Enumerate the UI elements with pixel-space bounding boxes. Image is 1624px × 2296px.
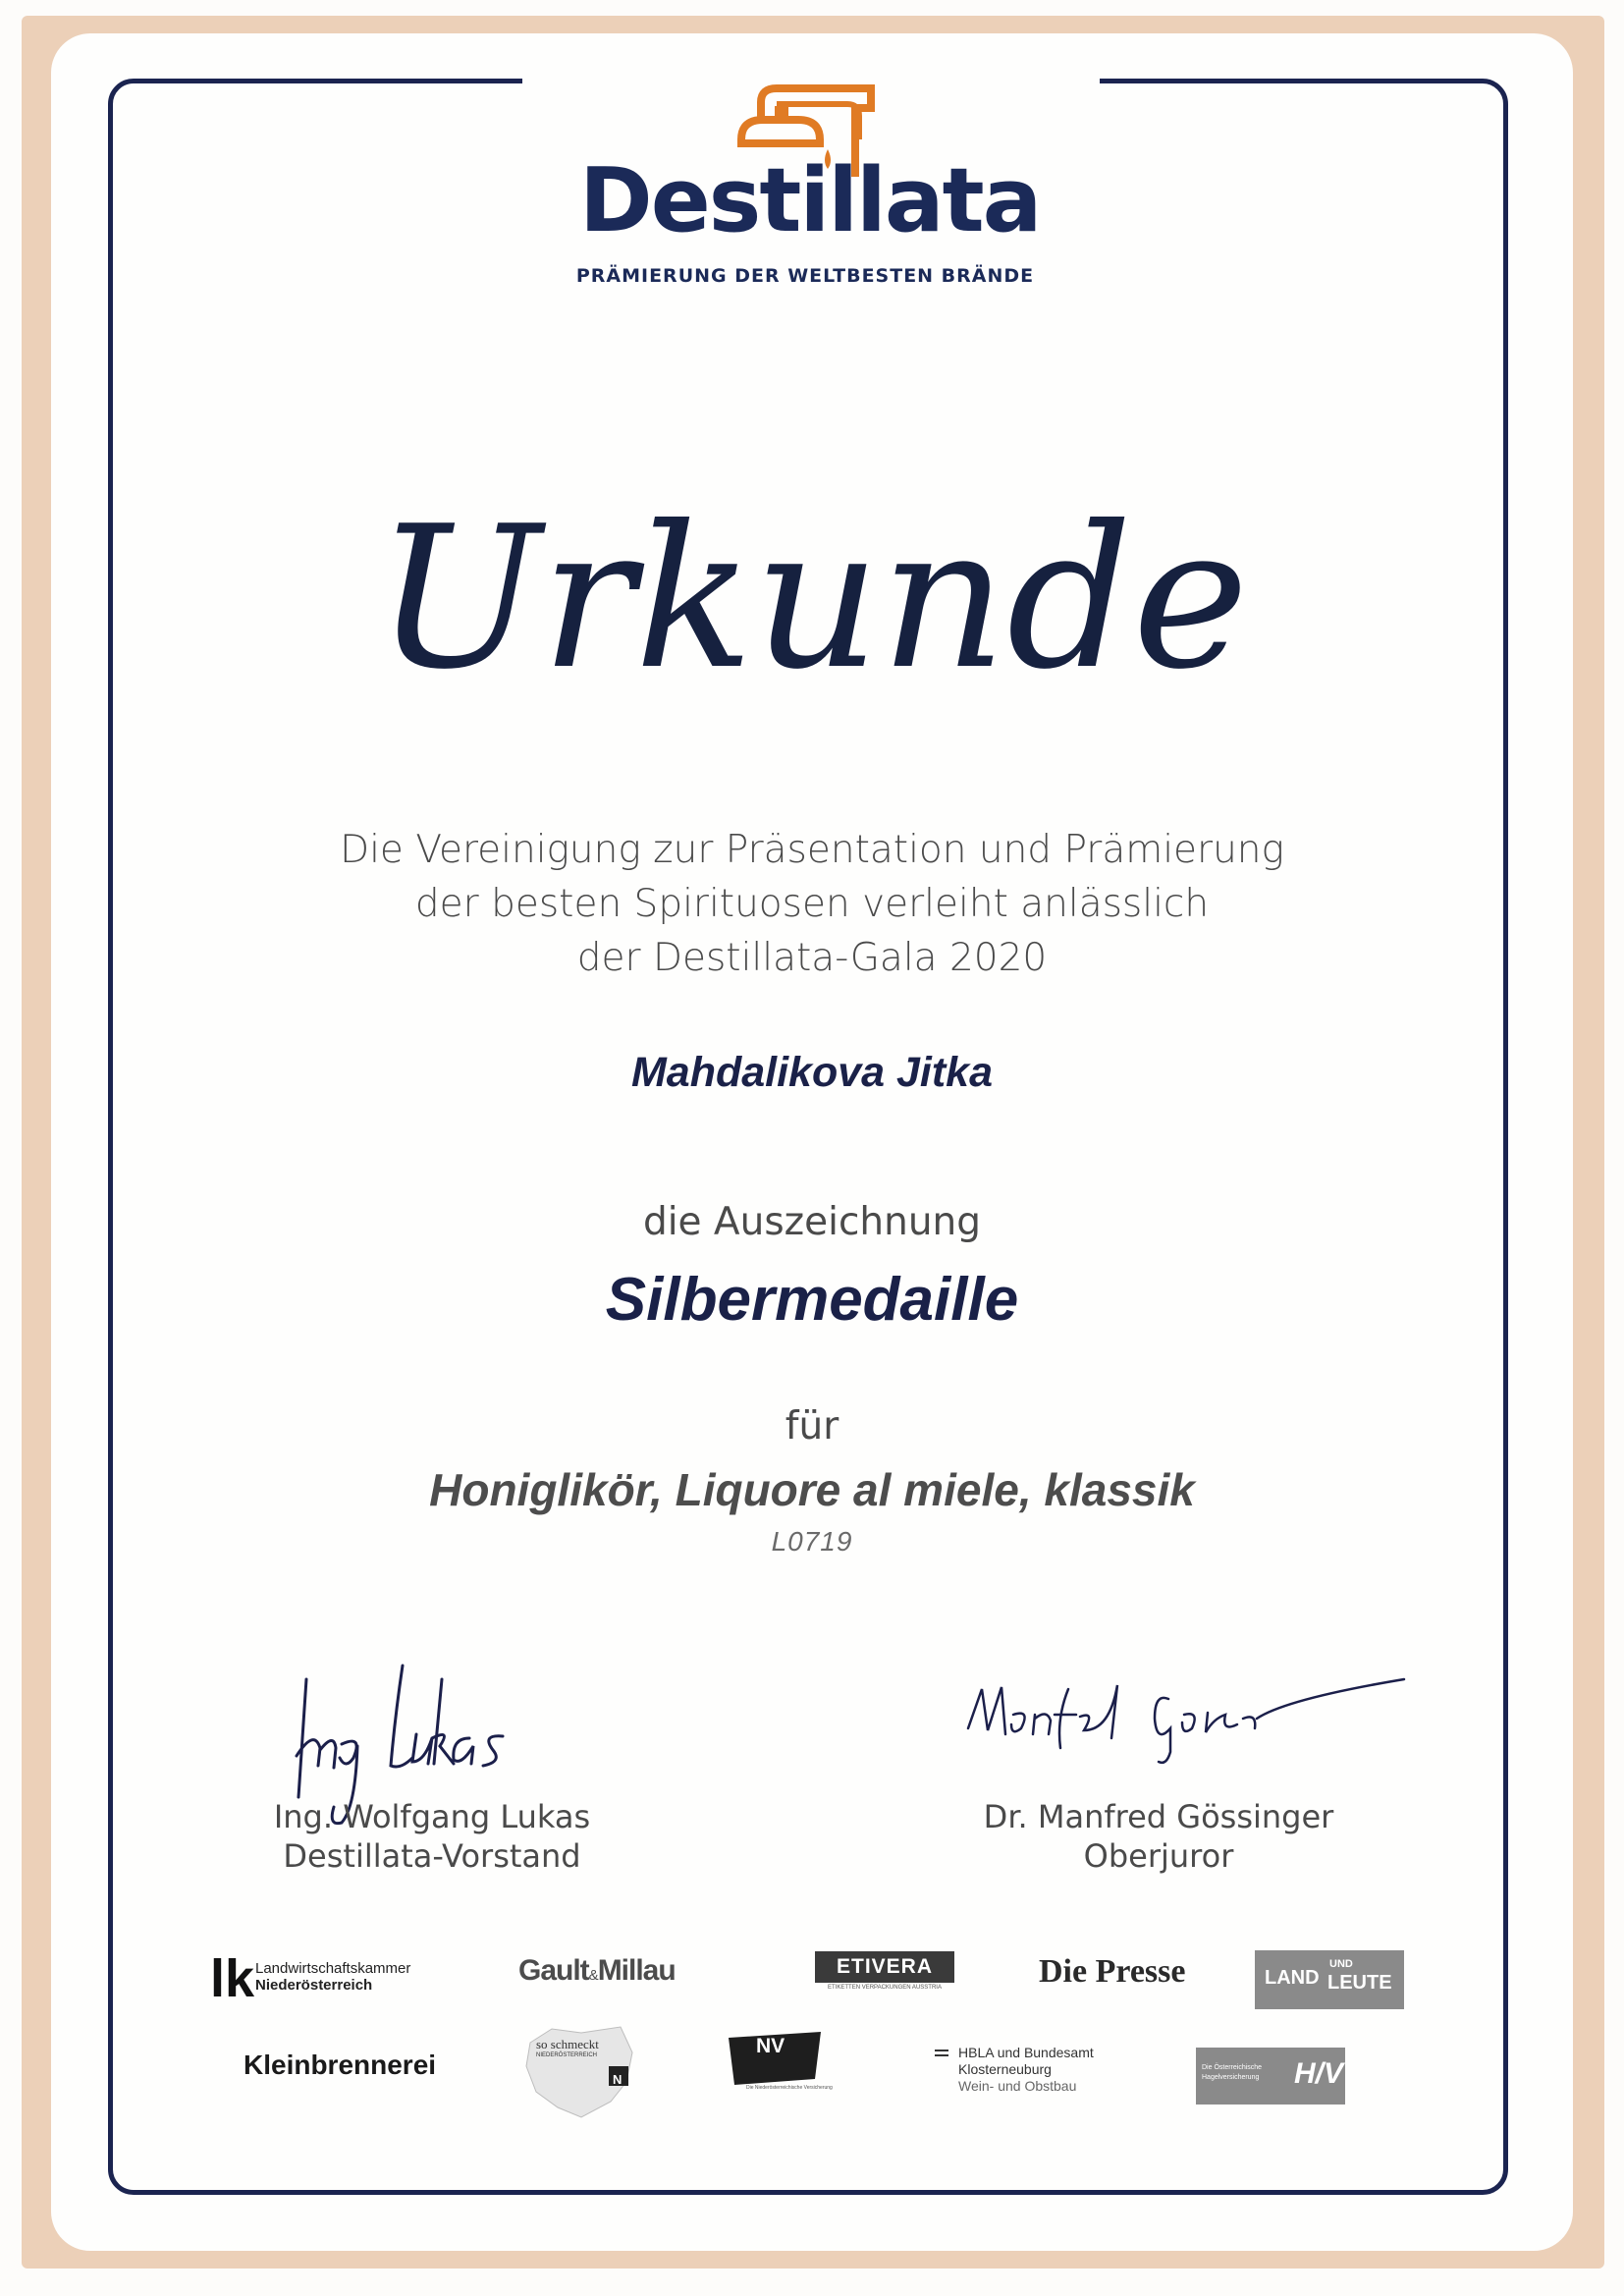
und-text: UND (1329, 1958, 1353, 1970)
lk-logo-mark: lk (210, 1949, 255, 2008)
for-label: für (785, 1404, 839, 1449)
sponsor-so-schmeckt (522, 2023, 640, 2121)
nv-name: NV (756, 2035, 785, 2057)
sponsor-hbla-klosterneuburg (933, 2045, 1129, 2104)
logo-tagline: PRÄMIERUNG DER WELTBESTEN BRÄNDE (575, 265, 1035, 287)
etivera-sub: ETIKETTEN VERPACKUNGEN AUSSTRIA (828, 1985, 942, 1991)
hbla-line: HBLA und Bundesamt (958, 2045, 1094, 2060)
austria-flag-icon (935, 2050, 948, 2051)
leute-text: LEUTE (1327, 1972, 1392, 1994)
sponsor-land-und-leute (1255, 1950, 1404, 2009)
destillata-wordmark: Destillata (579, 149, 1041, 252)
hbla-line: Klosterneuburg (958, 2061, 1052, 2077)
signer-name: Dr. Manfred Gössinger (983, 1798, 1334, 1835)
signer-role: Destillata-Vorstand (283, 1837, 581, 1875)
signer-role: Oberjuror (1083, 1837, 1234, 1875)
lk-line: Landwirtschaftskammer (255, 1960, 411, 1977)
nv-sub: Die Niederösterreichische Versicherung (746, 2085, 833, 2091)
sponsor-die-presse: Die Presse (1039, 1953, 1186, 1990)
body-line: Die Vereinigung zur Präsentation und Prämierung (340, 828, 1284, 872)
millau-text: Millau (597, 1954, 676, 1987)
certificate-title: Urkunde (375, 484, 1249, 713)
gault-text: Gault (518, 1954, 589, 1987)
sponsor-hagelversicherung (1196, 2048, 1345, 2105)
product-name: Honiglikör, Liquore al miele, klassik (429, 1464, 1195, 1515)
sponsor-landwirtschaftskammer (210, 1949, 446, 2008)
signature-goessinger (962, 1660, 1414, 1768)
etivera-name: ETIVERA (815, 1951, 954, 1983)
signer-name: Ing. Wolfgang Lukas (273, 1798, 591, 1835)
gault-amp: & (588, 1967, 598, 1984)
lk-logo-text (255, 1960, 410, 1994)
sponsor-nv-versicherung (727, 2030, 874, 2108)
sponsor-kleinbrennerei: Kleinbrennerei (244, 2050, 437, 2080)
body-line: der Destillata-Gala 2020 (576, 936, 1048, 980)
land-text: LAND (1265, 1967, 1320, 1989)
award-intro: die Auszeichnung (642, 1200, 982, 1244)
sponsor-gault-millau (518, 1954, 676, 1988)
award-name: Silbermedaille (605, 1266, 1019, 1334)
inner-navy-frame (108, 79, 1508, 2195)
hagel-mark: H/V (1294, 2057, 1344, 2090)
lk-line: Niederösterreich (255, 1977, 373, 1994)
signer-right (962, 1797, 1355, 1876)
so-schmeckt-badge: N (613, 2072, 623, 2087)
lot-number: L0719 (771, 1526, 853, 1557)
hagel-text: Die Österreichische Hagelversicherung (1202, 2064, 1263, 2081)
hbla-line: Wein- und Obstbau (958, 2078, 1077, 2094)
signer-left (236, 1797, 628, 1876)
so-schmeckt-line1: so schmeckt (536, 2037, 599, 2051)
recipient-name: Mahdalikova Jitka (630, 1049, 994, 1096)
so-schmeckt-line2: NIEDERÖSTERREICH (536, 2052, 598, 2058)
certificate-body (245, 823, 1379, 985)
body-line: der besten Spirituosen verleiht anlässlich (414, 882, 1210, 926)
sponsor-etivera (815, 1951, 954, 2000)
